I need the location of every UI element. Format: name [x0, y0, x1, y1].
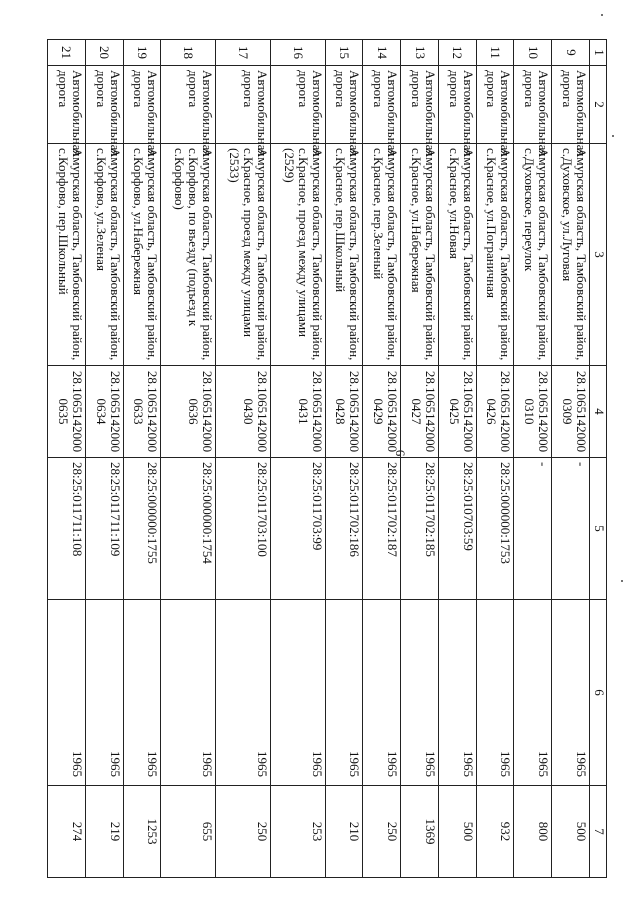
- cell-cadastral: 28:25:010703:59: [439, 458, 477, 600]
- cell-length: 219: [85, 786, 123, 878]
- header-cell: 3: [590, 144, 607, 366]
- cell-cadastral: 28:25:011711:109: [85, 458, 123, 600]
- cell-code: 28.1065142000 0431: [270, 366, 325, 458]
- cell-address: Амурская область, Тамбовский район, с.Корфово, ул.Зеленая: [85, 144, 123, 366]
- header-cell: 6: [590, 600, 607, 786]
- cell-code: 28.1065142000 0426: [476, 366, 514, 458]
- header-cell: 4: [590, 366, 607, 458]
- cell-cadastral: 28:25:000000:1753: [476, 458, 514, 600]
- cell-code: 28.1065142000 0634: [85, 366, 123, 458]
- cell-address: Амурская область, Тамбовский район, с.Красное, ул.Набережная: [401, 144, 439, 366]
- cell-n: 19: [123, 40, 161, 66]
- cell-code: 28.1065142000 0430: [216, 366, 271, 458]
- cell-year: 1965: [85, 600, 123, 786]
- cell-length: 932: [476, 786, 514, 878]
- cell-length: 800: [514, 786, 552, 878]
- table-row: [401, 40, 439, 878]
- cell-type: Автомобильная дорога: [123, 66, 161, 144]
- cell-address: Амурская область, Тамбовский район, с.Красное, ул.Пограничная: [476, 144, 514, 366]
- cell-cadastral: 28:25:011703:100: [216, 458, 271, 600]
- cell-code: 28.1065142000 0427: [401, 366, 439, 458]
- header-row: [590, 40, 607, 878]
- cell-length: 210: [325, 786, 363, 878]
- cell-address: Амурская область, Тамбовский район, с.Духовское, ул.Луговая: [552, 144, 590, 366]
- cell-length: 500: [439, 786, 477, 878]
- cell-cadastral: 28:25:000000:1755: [123, 458, 161, 600]
- cell-length: 250: [216, 786, 271, 878]
- cell-cadastral: 28:25:011702:186: [325, 458, 363, 600]
- table-row: [552, 40, 590, 878]
- cell-year: 1965: [123, 600, 161, 786]
- cell-length: 1253: [123, 786, 161, 878]
- header-cell: 1: [590, 40, 607, 66]
- cell-cadastral: 28:25:011703:99: [270, 458, 325, 600]
- table-row: [123, 40, 161, 878]
- table-row: [161, 40, 216, 878]
- document-sheet: [47, 39, 607, 877]
- table-row: [476, 40, 514, 878]
- cell-type: Автомобильная дорога: [325, 66, 363, 144]
- cell-year: 1965: [48, 600, 86, 786]
- cell-type: Автомобильная дорога: [363, 66, 401, 144]
- cell-cadastral: -: [514, 458, 552, 600]
- cell-n: 10: [514, 40, 552, 66]
- cell-cadastral: 28:25:000000:1754: [161, 458, 216, 600]
- cell-address: Амурская область, Тамбовский район, с.Духовское, переулок: [514, 144, 552, 366]
- scan-speck: [612, 135, 614, 137]
- cell-year: 1965: [270, 600, 325, 786]
- cell-n: 11: [476, 40, 514, 66]
- cell-length: 250: [363, 786, 401, 878]
- cell-code: 28.1065142000 0309: [552, 366, 590, 458]
- cell-cadastral: 28:25:011702:187: [363, 458, 401, 600]
- cell-year: 1965: [514, 600, 552, 786]
- cell-length: 655: [161, 786, 216, 878]
- header-cell: 5: [590, 458, 607, 600]
- cell-code: 28.1065142000 0636: [161, 366, 216, 458]
- cell-type: Автомобильная дорога: [85, 66, 123, 144]
- cell-length: 1369: [401, 786, 439, 878]
- cell-year: 1965: [325, 600, 363, 786]
- cell-code: 28.1065142000 0635: [48, 366, 86, 458]
- header-cell: 2: [590, 66, 607, 144]
- cell-code: 28.1065142000 0428: [325, 366, 363, 458]
- cell-length: 253: [270, 786, 325, 878]
- cell-type: Автомобильная дорога: [514, 66, 552, 144]
- cell-cadastral: -: [552, 458, 590, 600]
- table-row: [363, 40, 401, 878]
- table-row: [270, 40, 325, 878]
- scan-speck: [621, 580, 623, 582]
- cell-type: Автомобильная дорога: [552, 66, 590, 144]
- cell-n: 18: [161, 40, 216, 66]
- cell-n: 15: [325, 40, 363, 66]
- page-number: 6: [393, 449, 408, 457]
- cell-n: 9: [552, 40, 590, 66]
- table-row: [85, 40, 123, 878]
- cell-n: 14: [363, 40, 401, 66]
- table-row: [439, 40, 477, 878]
- cell-code: 28.1065142000 0633: [123, 366, 161, 458]
- cell-n: 20: [85, 40, 123, 66]
- cell-code: 28.1065142000 0425: [439, 366, 477, 458]
- cell-length: 500: [552, 786, 590, 878]
- cell-address: Амурская область, Тамбовский район, с.Корфово, по въезду (подъезд к с.Корфово): [161, 144, 216, 366]
- cell-n: 21: [48, 40, 86, 66]
- scan-speck: [601, 14, 603, 16]
- cell-year: 1965: [216, 600, 271, 786]
- table-row: [514, 40, 552, 878]
- cell-year: 1965: [439, 600, 477, 786]
- table-row: [48, 40, 86, 878]
- roads-registry-table: [47, 39, 607, 878]
- cell-address: Амурская область, Тамбовский район, с.Корфово, пер.Школьный: [48, 144, 86, 366]
- cell-address: Амурская область, Тамбовский район, с.Корфово, ул.Набережная: [123, 144, 161, 366]
- cell-n: 17: [216, 40, 271, 66]
- cell-type: Автомобильная дорога: [216, 66, 271, 144]
- cell-type: Автомобильная дорога: [439, 66, 477, 144]
- cell-n: 13: [401, 40, 439, 66]
- cell-type: Автомобильная дорога: [161, 66, 216, 144]
- cell-type: Автомобильная дорога: [476, 66, 514, 144]
- cell-address: Амурская область, Тамбовский район, с.Красное, проезд между улицами (2529): [270, 144, 325, 366]
- cell-code: 28.1065142000 0310: [514, 366, 552, 458]
- cell-type: Автомобильная дорога: [401, 66, 439, 144]
- cell-year: 1965: [552, 600, 590, 786]
- cell-year: 1965: [161, 600, 216, 786]
- cell-year: 1965: [401, 600, 439, 786]
- cell-year: 1965: [363, 600, 401, 786]
- cell-code: 28.1065142000 0429: [363, 366, 401, 458]
- cell-length: 274: [48, 786, 86, 878]
- cell-n: 16: [270, 40, 325, 66]
- cell-address: Амурская область, Тамбовский район, с.Красное, ул.Новая: [439, 144, 477, 366]
- cell-cadastral: 28:25:011711:108: [48, 458, 86, 600]
- table-row: [216, 40, 271, 878]
- cell-year: 1965: [476, 600, 514, 786]
- cell-address: Амурская область, Тамбовский район, с.Красное, пер.Школьный: [325, 144, 363, 366]
- cell-type: Автомобильная дорога: [48, 66, 86, 144]
- header-cell: 7: [590, 786, 607, 878]
- cell-n: 12: [439, 40, 477, 66]
- cell-address: Амурская область, Тамбовский район, с.Красное, пер.Зеленый: [363, 144, 401, 366]
- table-row: [325, 40, 363, 878]
- cell-type: Автомобильная дорога: [270, 66, 325, 144]
- cell-address: Амурская область, Тамбовский район, с.Красное, проезд между улицами (2533): [216, 144, 271, 366]
- cell-cadastral: 28:25:011702:185: [401, 458, 439, 600]
